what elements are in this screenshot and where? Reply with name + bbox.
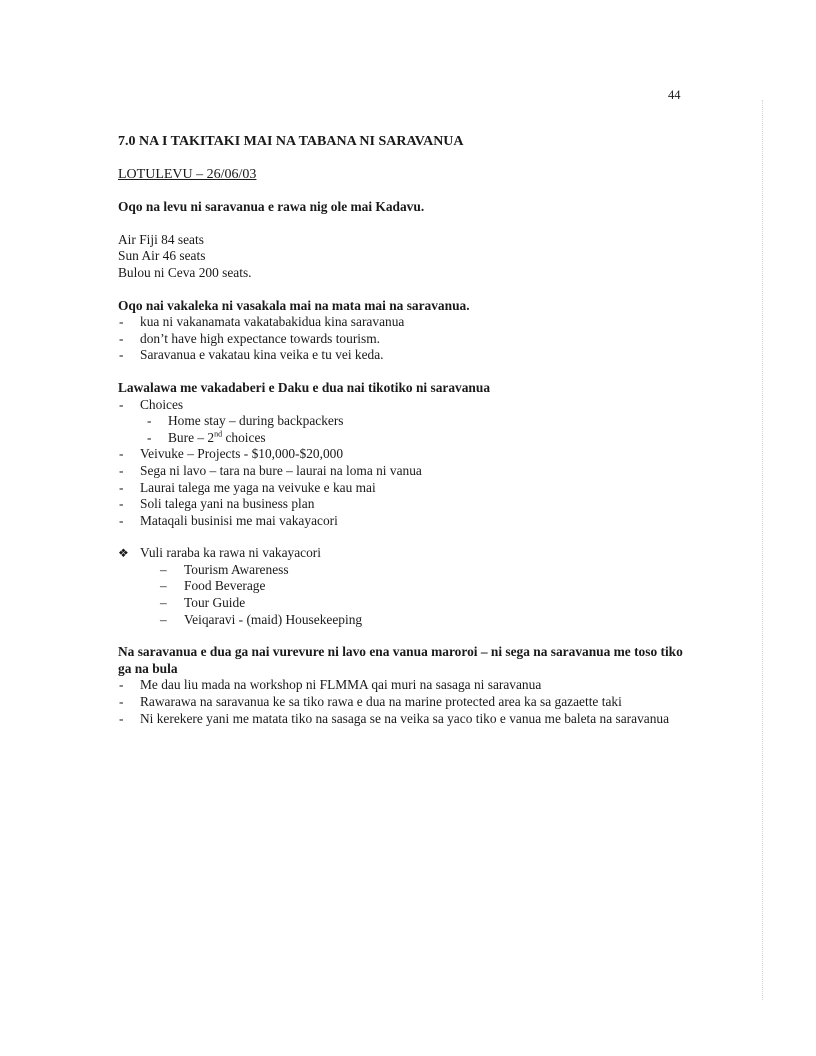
section-seats bbox=[118, 199, 698, 281]
bure-text-suffix: choices bbox=[222, 429, 266, 445]
date-heading: LOTULEVU – 26/06/03 bbox=[118, 166, 257, 182]
list-item: – Tour Guide bbox=[160, 595, 698, 612]
list-item: - Soli talega yani na business plan bbox=[118, 496, 698, 513]
training-label: Vuli raraba ka rawa ni vakayacori bbox=[140, 545, 321, 561]
seats-line: Sun Air 46 seats bbox=[118, 248, 206, 264]
diamond-bullet-icon: ❖ bbox=[118, 546, 129, 561]
section-training bbox=[118, 545, 698, 628]
seats-heading: Oqo na levu ni saravanua e rawa nig ole mai Kadavu. bbox=[118, 199, 425, 215]
training-bullet bbox=[118, 545, 698, 562]
bure-superscript: nd bbox=[214, 429, 223, 439]
list-item: – Tourism Awareness bbox=[160, 562, 698, 579]
section-daku bbox=[118, 380, 698, 529]
training-list bbox=[118, 562, 698, 628]
document-body bbox=[118, 134, 698, 743]
list-item: - Ni kerekere yani me matata tiko na sasaga se na veika sa yaco tiko e vanua me baleta na saravanua bbox=[118, 711, 698, 728]
list-item: - Veivuke – Projects - $10,000-$20,000 bbox=[118, 446, 698, 463]
list-item: - Rawarawa na saravanua ke sa tiko rawa e dua na marine protected area ka sa gazaette taki bbox=[118, 694, 698, 711]
choices-label: Choices bbox=[140, 396, 184, 412]
list-item: – Food Beverage bbox=[160, 578, 698, 595]
bure-text: Bure – 2 bbox=[168, 429, 215, 445]
list-item: - Me dau liu mada na workshop ni FLMMA qai muri na sasaga ni saravanua bbox=[118, 677, 698, 694]
seats-line: Bulou ni Ceva 200 seats. bbox=[118, 264, 252, 280]
page-number: 44 bbox=[668, 88, 681, 102]
daku-heading: Lawalawa me vakadaberi e Daku e dua nai tikotiko ni saravanua bbox=[118, 379, 491, 395]
list-item: – Veiqaravi - (maid) Housekeeping bbox=[160, 612, 698, 629]
list-item: - Mataqali businisi me mai vakayacori bbox=[118, 513, 698, 530]
list-item: - kua ni vakanamata vakatabakidua kina saravanua bbox=[118, 314, 698, 331]
scan-edge-marks bbox=[762, 100, 765, 1000]
list-item: - Laurai talega me yaga na veivuke e kau mai bbox=[118, 480, 698, 497]
list-item: - Sega ni lavo – tara na bure – laurai na loma ni vanua bbox=[118, 463, 698, 480]
section-title: 7.0 NA I TAKITAKI MAI NA TABANA NI SARAVANUA bbox=[118, 134, 464, 149]
section-income bbox=[118, 644, 698, 727]
list-item: - Saravanua e vakatau kina veika e tu vei keda. bbox=[118, 347, 698, 364]
expectations-list bbox=[118, 314, 698, 364]
daku-list bbox=[118, 397, 698, 530]
income-heading: Na saravanua e dua ga nai vurevure ni lavo ena vanua maroroi – ni sega na saravanua me toso tiko ga na bula bbox=[118, 644, 683, 676]
list-item: - don’t have high expectance towards tourism. bbox=[118, 331, 698, 348]
list-item-bure bbox=[146, 430, 698, 447]
choices-sublist bbox=[146, 413, 698, 446]
list-item-choices bbox=[118, 397, 698, 447]
section-expectations bbox=[118, 298, 698, 364]
seats-line: Air Fiji 84 seats bbox=[118, 231, 204, 247]
income-list bbox=[118, 677, 698, 727]
expectations-heading: Oqo nai vakaleka ni vasakala mai na mata mai na saravanua. bbox=[118, 297, 470, 313]
list-item: - Home stay – during backpackers bbox=[146, 413, 698, 430]
